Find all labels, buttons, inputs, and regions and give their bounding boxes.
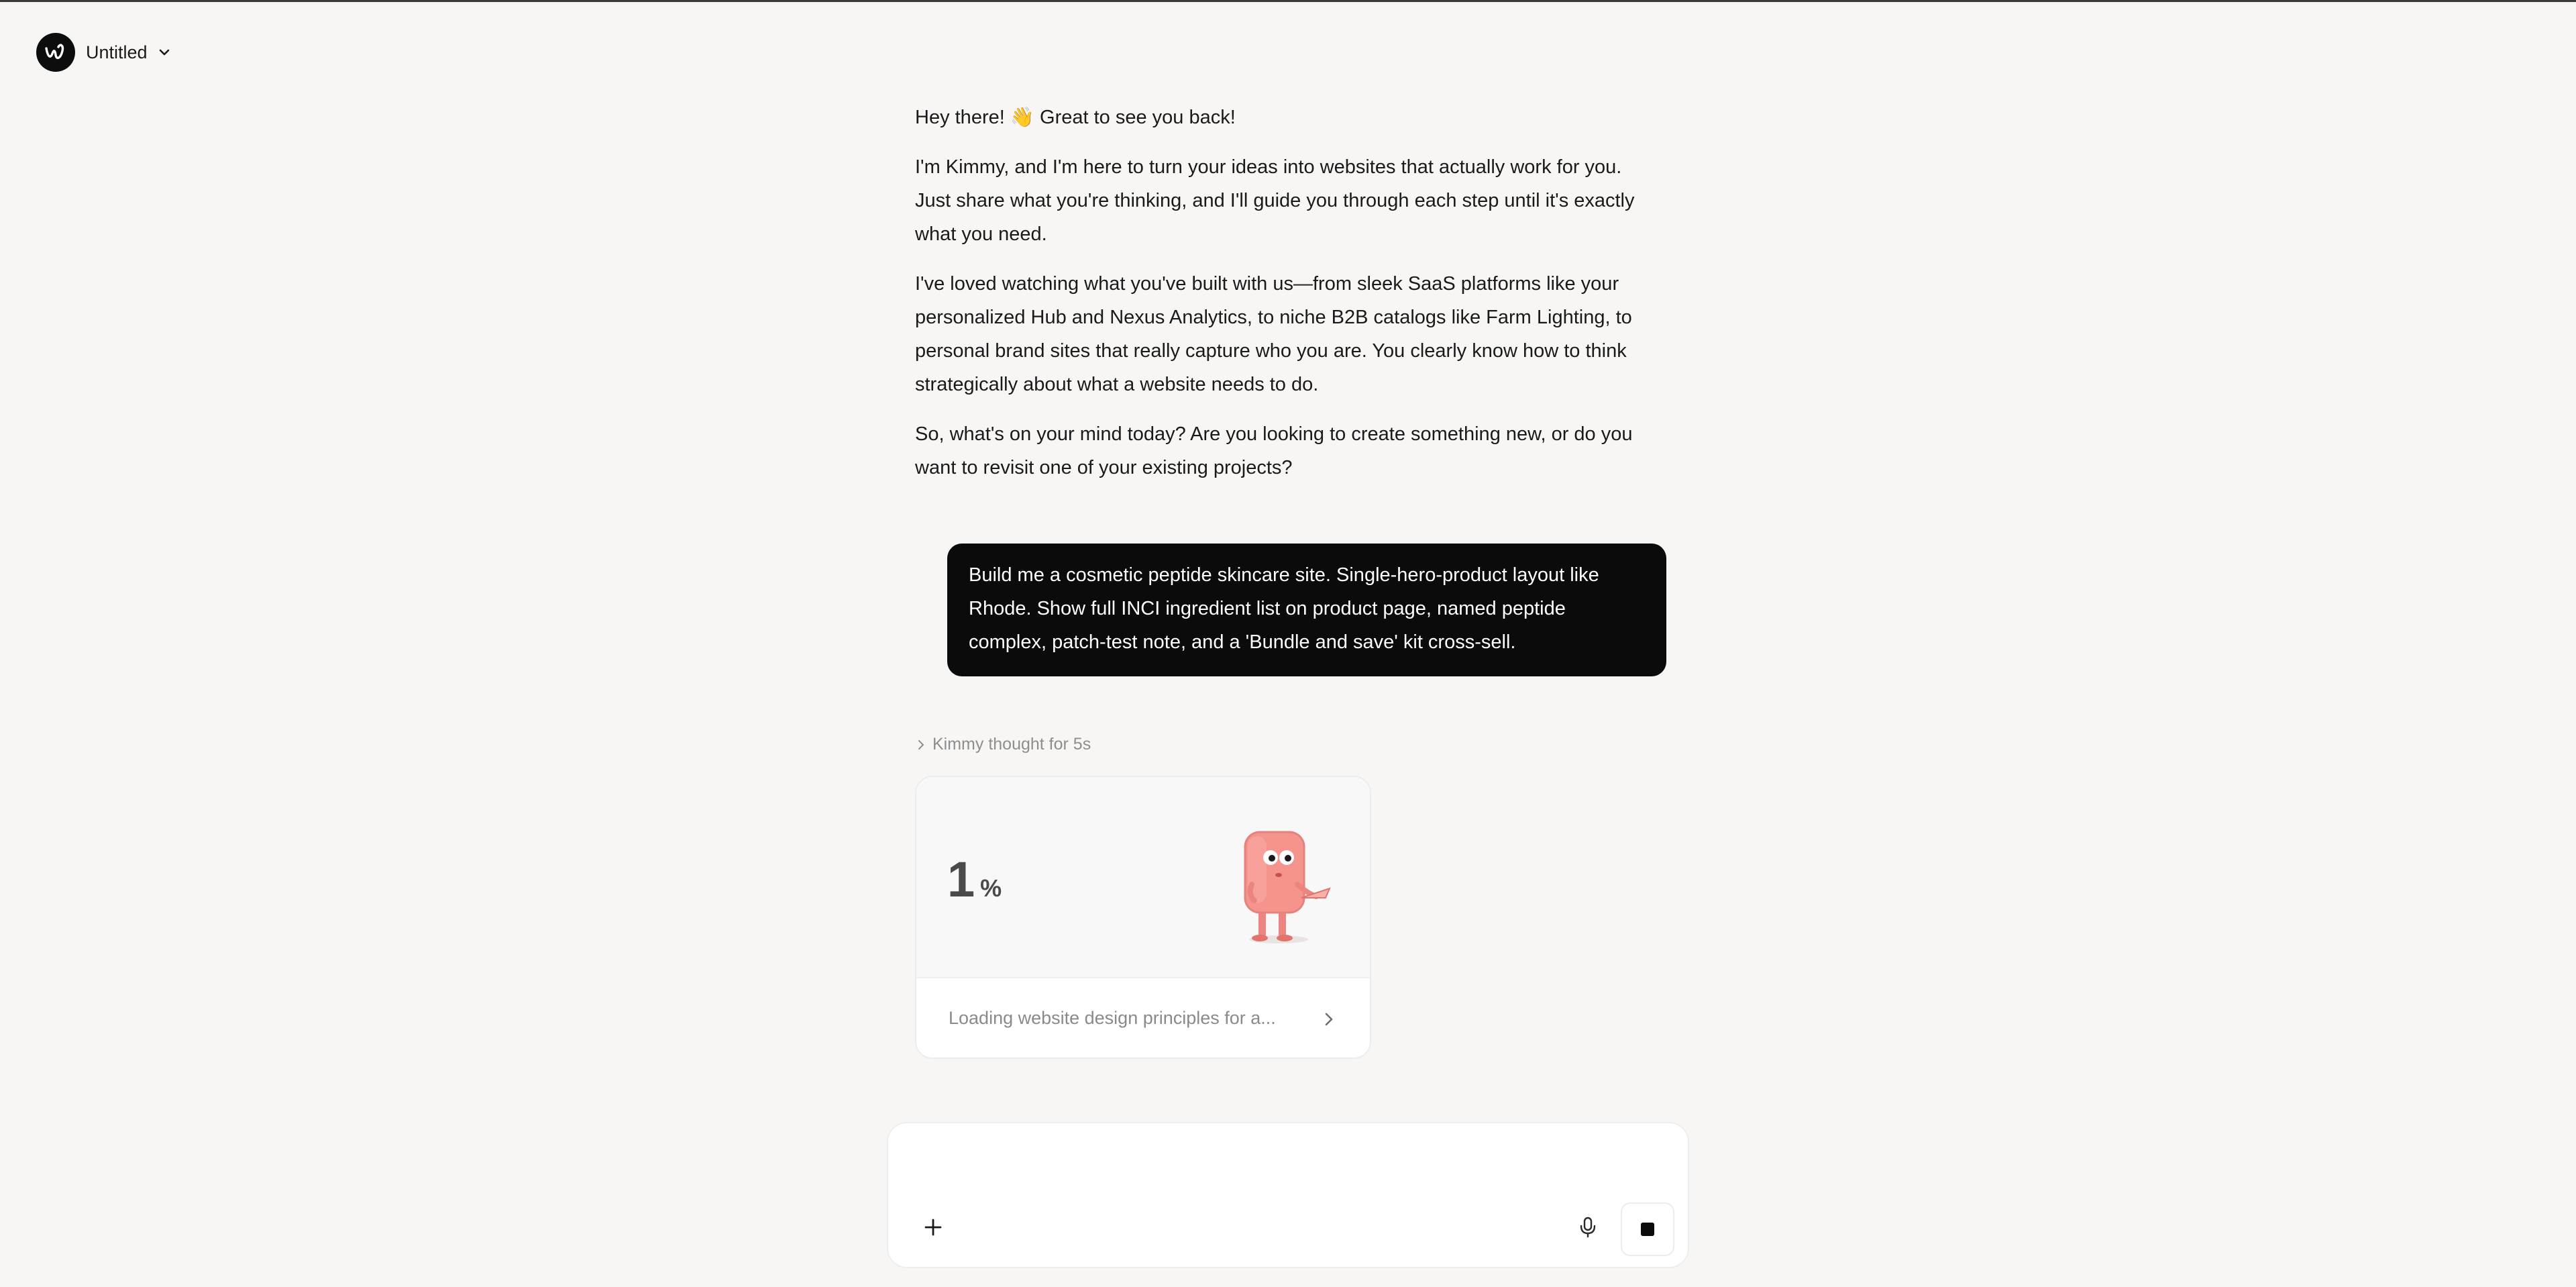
assistant-paragraph: I'm Kimmy, and I'm here to turn your ideas into websites that actually work for you. Just share what you're thinking, and I'll guide you through each step until it's exactly what you need. bbox=[915, 156, 1635, 245]
chevron-right-icon[interactable] bbox=[1322, 1011, 1336, 1031]
thought-label: Kimmy thought for 5s bbox=[932, 735, 1091, 754]
user-message-bubble bbox=[947, 544, 1666, 676]
stop-icon bbox=[1641, 1223, 1654, 1236]
window-top-border bbox=[0, 0, 2576, 2]
w-script-logo-icon[interactable] bbox=[36, 33, 75, 72]
project-header[interactable] bbox=[36, 32, 172, 72]
progress-percent: 1 bbox=[947, 852, 975, 907]
progress-readout bbox=[947, 851, 1002, 908]
assistant-message bbox=[915, 101, 1646, 501]
chevron-right-icon bbox=[915, 739, 927, 751]
thought-toggle[interactable] bbox=[915, 735, 1091, 754]
user-message-text: Build me a cosmetic peptide skincare site. Single-hero-product layout like Rhode. Show full INCI ingredient list on product page, named peptide complex, patch-test note, and a 'Bundle and save' kit cross-sell. bbox=[969, 564, 1599, 653]
progress-percent-sign: % bbox=[980, 874, 1002, 902]
assistant-paragraph: So, what's on your mind today? Are you looking to create something new, or do you want to revisit one of your existing projects? bbox=[915, 423, 1633, 478]
stop-button[interactable] bbox=[1621, 1202, 1674, 1256]
build-progress-card[interactable] bbox=[915, 776, 1371, 1059]
project-title[interactable]: Untitled bbox=[86, 42, 148, 62]
assistant-paragraph: I've loved watching what you've built with us—from sleek SaaS platforms like your personalized Hub and Nexus Analytics, to niche B2B catalogs like Farm Lighting, to personal brand sites that really capture who you are. You clearly know how to think strategically about what a website needs to do. bbox=[915, 273, 1632, 395]
message-composer bbox=[887, 1122, 1689, 1268]
progress-panel bbox=[916, 777, 1370, 977]
progress-status-row[interactable] bbox=[916, 977, 1370, 1059]
pink-robot-mascot-icon bbox=[1203, 805, 1344, 953]
progress-status-text: Loading website design principles for a... bbox=[949, 1008, 1276, 1028]
message-input[interactable] bbox=[915, 1141, 1662, 1197]
chevron-down-icon[interactable] bbox=[157, 45, 172, 60]
assistant-paragraph: Hey there! 👋 Great to see you back! bbox=[915, 107, 1236, 128]
microphone-icon[interactable] bbox=[1571, 1211, 1605, 1244]
plus-icon[interactable] bbox=[916, 1211, 950, 1244]
